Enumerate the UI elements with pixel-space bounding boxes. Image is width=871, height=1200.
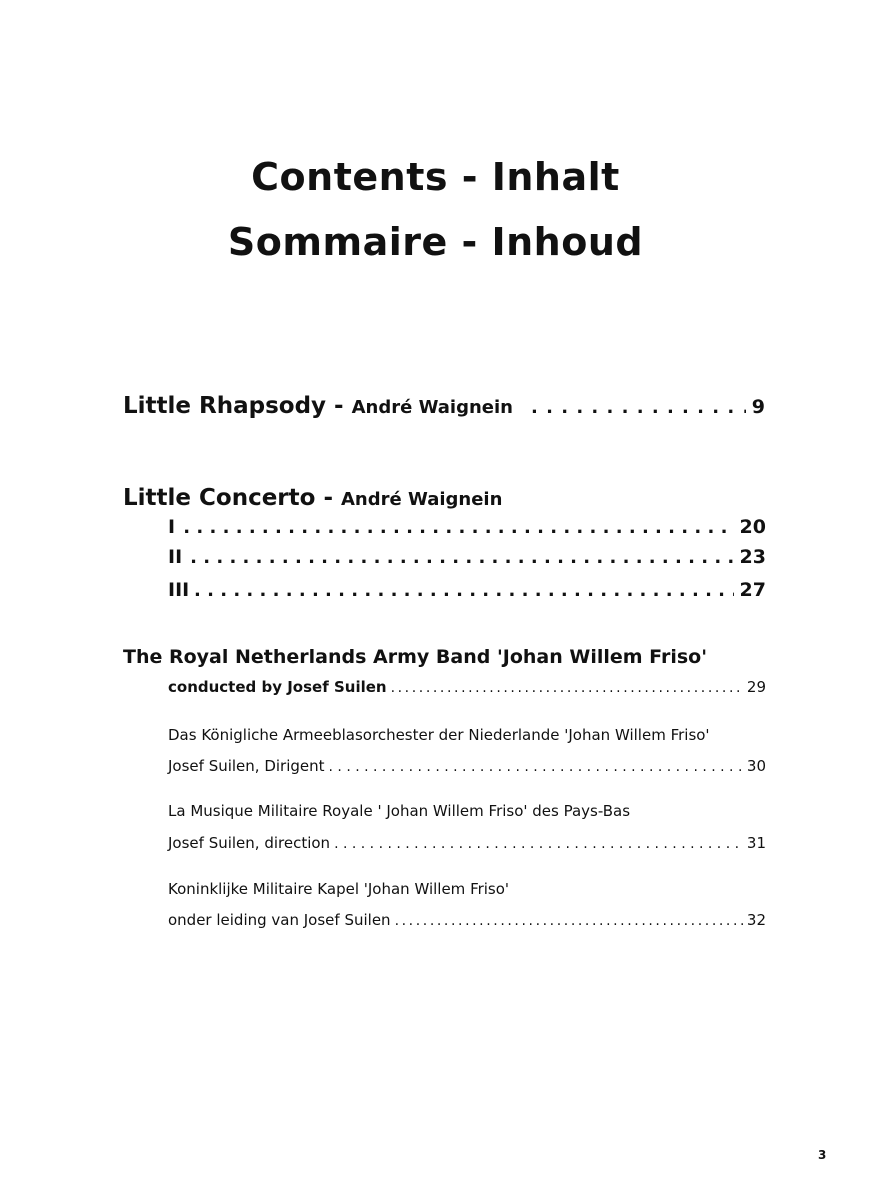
credit-page: 32: [746, 911, 766, 929]
toc-entry-rhapsody: [123, 393, 765, 419]
toc-movement-3: [168, 579, 766, 601]
movement-page: 27: [739, 579, 766, 601]
page-title-line-2: Sommaire - Inhoud: [227, 220, 644, 264]
band-intro-german: Das Königliche Armeeblasorchester der Niederlande 'Johan Willem Friso': [168, 726, 710, 744]
dot-leader: [334, 836, 743, 852]
movement-page: 20: [739, 516, 766, 538]
band-heading: The Royal Netherlands Army Band 'Johan Willem Friso': [123, 646, 708, 668]
entry-title: Little Concerto: [123, 485, 316, 511]
band-line-english: [168, 678, 766, 696]
credit-text: onder leiding van Josef Suilen: [168, 911, 391, 929]
movement-page: 23: [739, 546, 766, 568]
band-intro-french: La Musique Militaire Royale ' Johan Willem Friso' des Pays-Bas: [168, 802, 631, 820]
entry-title: Little Rhapsody: [123, 393, 327, 419]
entry-author: André Waignein: [351, 397, 513, 418]
band-line-dutch: [168, 911, 766, 929]
toc-movement-1: [168, 516, 766, 538]
credit-page: 31: [746, 834, 766, 852]
dot-leader: [190, 547, 733, 568]
entry-author: André Waignein: [341, 489, 503, 510]
entry-separator: -: [334, 393, 344, 419]
dot-leader: [531, 397, 746, 418]
dot-leader: [329, 759, 743, 775]
entry-separator: -: [323, 485, 333, 511]
band-intro-dutch: Koninklijke Militaire Kapel 'Johan Willem Friso': [168, 880, 510, 898]
page-number: 3: [818, 1148, 827, 1162]
entry-page: 9: [751, 396, 765, 418]
band-line-french: [168, 834, 766, 852]
dot-leader: [194, 580, 734, 601]
credit-text: conducted by Josef Suilen: [168, 678, 387, 696]
movement-label: III: [168, 579, 190, 601]
toc-entry-concerto: [123, 485, 502, 511]
credit-text: Josef Suilen, Dirigent: [168, 757, 325, 775]
credit-text: Josef Suilen, direction: [168, 834, 331, 852]
credit-page: 30: [746, 757, 766, 775]
band-line-german: [168, 757, 766, 775]
dot-leader: [395, 913, 743, 929]
dot-leader: [183, 517, 733, 538]
page-title-line-1: Contents - Inhalt: [251, 155, 620, 199]
movement-label: I: [168, 516, 176, 538]
credit-page: 29: [746, 678, 766, 696]
toc-movement-2: [168, 546, 766, 568]
dot-leader: [391, 680, 743, 696]
movement-label: II: [168, 546, 183, 568]
